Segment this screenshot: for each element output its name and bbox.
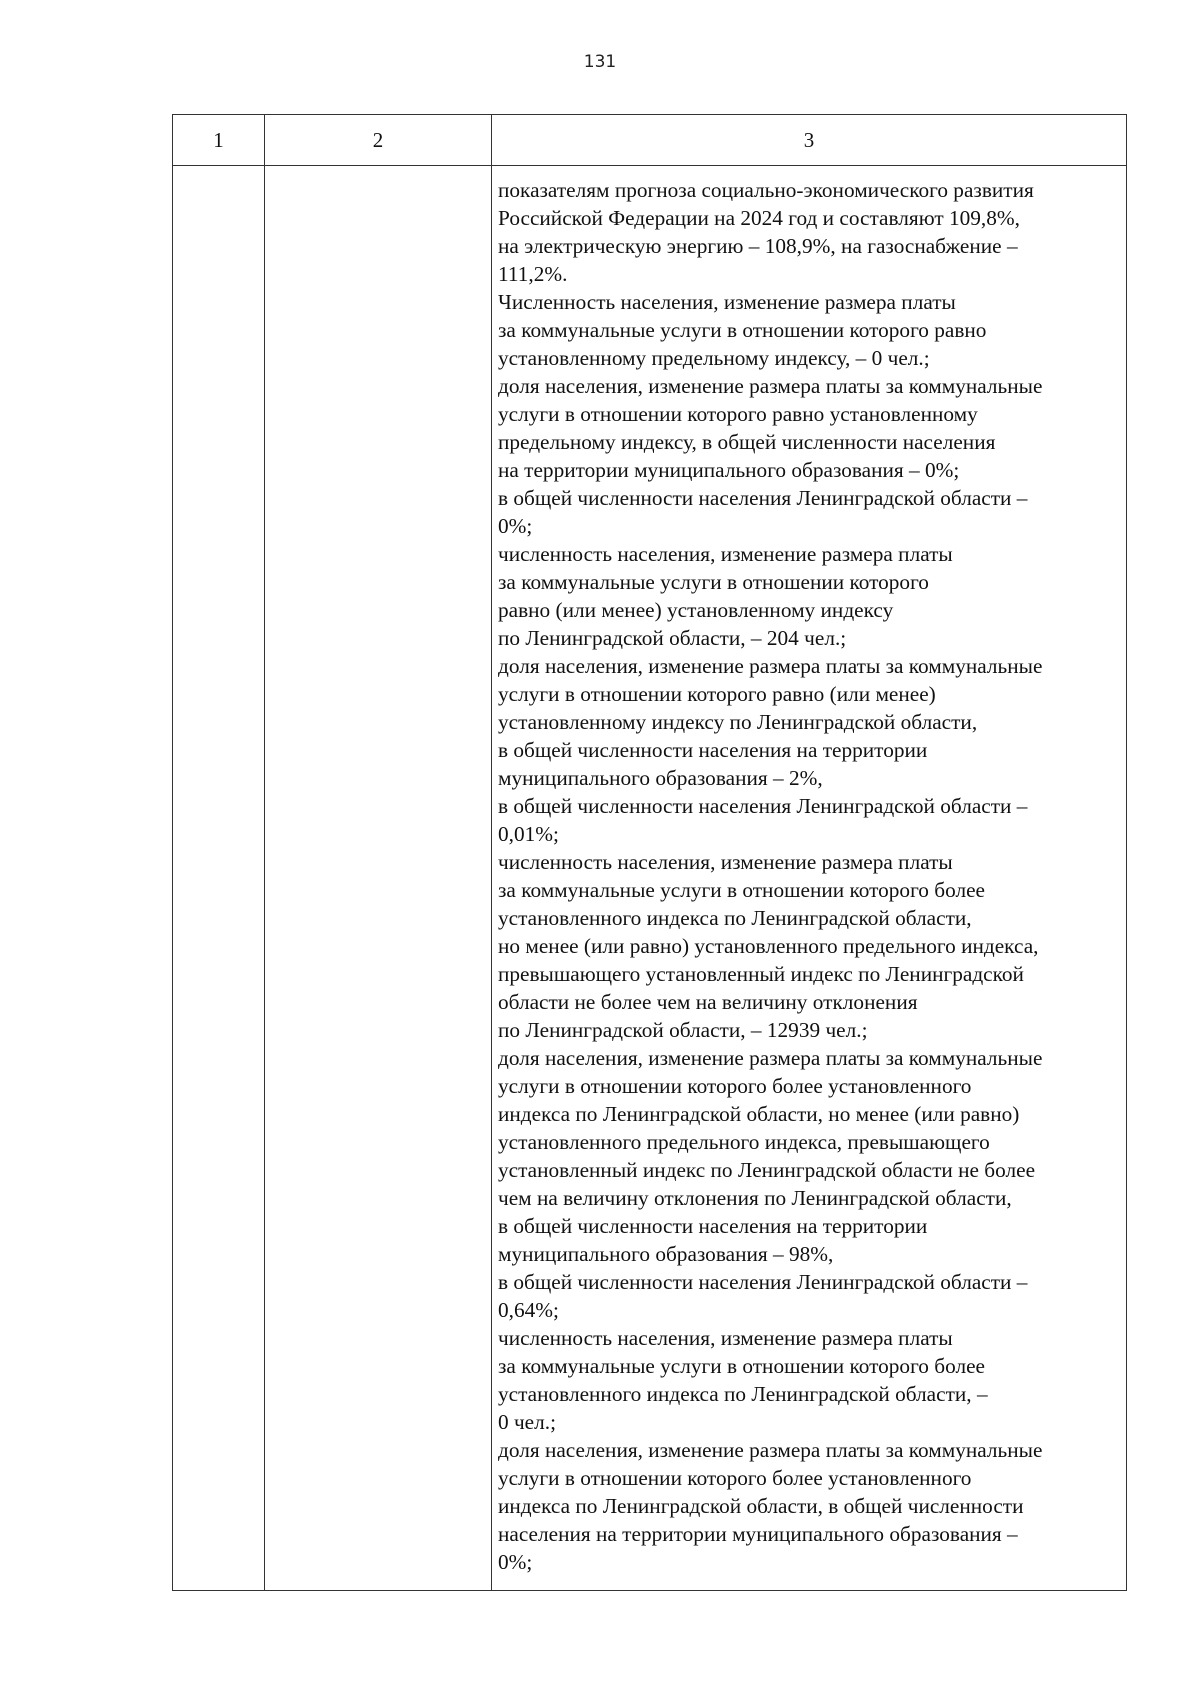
text-line: в общей численности населения на территории (498, 738, 928, 762)
text-line: предельному индексу, в общей численности населения (498, 430, 996, 454)
text-line: в общей численности населения Ленинградской области – (498, 1270, 1028, 1294)
text-line: доля населения, изменение размера платы за коммунальные (498, 374, 1043, 398)
text-line: услуги в отношении которого равно установленному (498, 402, 978, 426)
text-line: услуги в отношении которого равно (или менее) (498, 682, 936, 706)
text-line: услуги в отношении которого более установленного (498, 1074, 972, 1098)
text-line: 0,01%; (498, 822, 559, 846)
text-line: 0,64%; (498, 1298, 559, 1322)
text-line: населения на территории муниципального образования – (498, 1522, 1018, 1546)
page-number: 131 (583, 52, 617, 72)
text-line: в общей численности населения Ленинградской области – (498, 486, 1028, 510)
text-line: индекса по Ленинградской области, но менее (или равно) (498, 1102, 1020, 1126)
text-line: за коммунальные услуги в отношении которого более (498, 878, 985, 902)
table-row (173, 166, 1127, 1591)
text-line: установленного индекса по Ленинградской области, – (498, 1382, 988, 1406)
text-line: муниципального образования – 98%, (498, 1242, 834, 1266)
table-cell-col1 (173, 166, 265, 1591)
text-line: численность населения, изменение размера платы (498, 1326, 953, 1350)
text-line: в общей численности населения Ленинградской области – (498, 794, 1028, 818)
column-header-2: 2 (265, 115, 492, 166)
text-line: но менее (или равно) установленного предельного индекса, (498, 934, 1039, 958)
text-line: на территории муниципального образования – 0%; (498, 458, 960, 482)
text-line: численность населения, изменение размера платы (498, 542, 953, 566)
text-line: в общей численности населения на территории (498, 1214, 928, 1238)
table-cell-col2 (265, 166, 492, 1591)
text-line: превышающего установленный индекс по Ленинградской (498, 962, 1024, 986)
text-line: на электрическую энергию – 108,9%, на газоснабжение – (498, 234, 1018, 258)
text-line: установленного индекса по Ленинградской области, (498, 906, 972, 930)
text-line: по Ленинградской области, – 204 чел.; (498, 626, 847, 650)
text-line: установленному индексу по Ленинградской области, (498, 710, 978, 734)
text-line: области не более чем на величину отклонения (498, 990, 918, 1014)
text-line: показателям прогноза социально-экономического развития (498, 178, 1034, 202)
text-line: по Ленинградской области, – 12939 чел.; (498, 1018, 868, 1042)
text-line: за коммунальные услуги в отношении которого (498, 570, 929, 594)
text-line: доля населения, изменение размера платы за коммунальные (498, 654, 1043, 678)
column-header-3: 3 (492, 115, 1127, 166)
cell-text-block (492, 166, 1126, 1576)
text-line: 0%; (498, 1550, 533, 1574)
column-header-1: 1 (173, 115, 265, 166)
text-line: услуги в отношении которого более установленного (498, 1466, 972, 1490)
table-cell-col3 (492, 166, 1127, 1591)
document-table (172, 114, 1127, 1591)
text-line: Численность населения, изменение размера платы (498, 290, 956, 314)
text-line: установленный индекс по Ленинградской области не более (498, 1158, 1036, 1182)
text-line: чем на величину отклонения по Ленинградской области, (498, 1186, 1012, 1210)
text-line: доля населения, изменение размера платы за коммунальные (498, 1046, 1043, 1070)
text-line: 111,2%. (498, 262, 568, 286)
text-line: 0 чел.; (498, 1410, 557, 1434)
text-line: 0%; (498, 514, 533, 538)
text-line: доля населения, изменение размера платы за коммунальные (498, 1438, 1043, 1462)
text-line: муниципального образования – 2%, (498, 766, 823, 790)
text-line: за коммунальные услуги в отношении которого равно (498, 318, 987, 342)
text-line: равно (или менее) установленному индексу (498, 598, 894, 622)
text-line: численность населения, изменение размера платы (498, 850, 953, 874)
text-line: установленному предельному индексу, – 0 чел.; (498, 346, 930, 370)
text-line: за коммунальные услуги в отношении которого более (498, 1354, 985, 1378)
text-line: установленного предельного индекса, превышающего (498, 1130, 990, 1154)
text-line: индекса по Ленинградской области, в общей численности (498, 1494, 1024, 1518)
table-header-row (173, 115, 1127, 166)
text-line: Российской Федерации на 2024 год и составляют 109,8%, (498, 206, 1020, 230)
